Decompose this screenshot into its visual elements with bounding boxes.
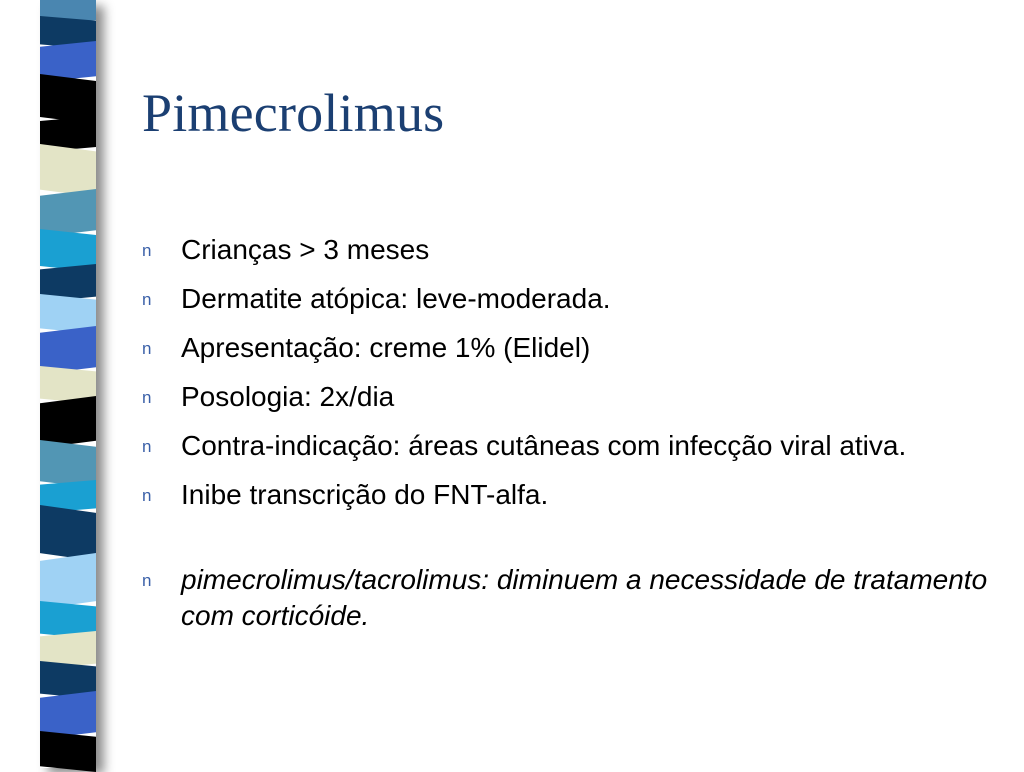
bullet-item: [140, 428, 1000, 464]
stripe-block: [40, 74, 96, 124]
bullet-item: [140, 477, 1000, 513]
bullet-marker-icon: n: [142, 571, 152, 590]
bullet-item: [140, 379, 1000, 415]
bullet-marker-icon: n: [142, 388, 152, 407]
bullet-text: Inibe transcrição do FNT-alfa.: [181, 479, 549, 510]
stripe-block: [40, 553, 96, 609]
bullet-marker-icon: n: [142, 241, 152, 260]
bullet-list: [140, 232, 1000, 634]
bullet-text: Apresentação: creme 1% (Elidel): [181, 332, 591, 363]
decorative-stripe: [40, 0, 96, 768]
bullet-marker-icon: n: [142, 290, 152, 309]
slide-title: Pimecrolimus: [142, 83, 445, 143]
stripe-block: [40, 189, 96, 237]
bullet-text: Crianças > 3 meses: [181, 234, 430, 265]
stripe-block: [40, 505, 96, 561]
stripe-block: [40, 731, 96, 772]
bullet-text: Posologia: 2x/dia: [181, 381, 395, 412]
bullet-marker-icon: n: [142, 486, 152, 505]
bullet-item: [140, 562, 1000, 634]
bullet-item: [140, 232, 1000, 268]
bullet-text: Dermatite atópica: leve-moderada.: [181, 283, 611, 314]
bullet-marker-icon: n: [142, 339, 152, 358]
bullet-item: [140, 330, 1000, 366]
bullet-item: [140, 281, 1000, 317]
bullet-text: pimecrolimus/tacrolimus: diminuem a necessidade de tratamento com corticóide.: [181, 564, 988, 631]
bullet-text: Contra-indicação: áreas cutâneas com infecção viral ativa.: [181, 430, 907, 461]
stripe-block: [40, 144, 96, 197]
stripe-block: [40, 396, 96, 448]
bullet-marker-icon: n: [142, 437, 152, 456]
stripe-block: [40, 691, 96, 739]
